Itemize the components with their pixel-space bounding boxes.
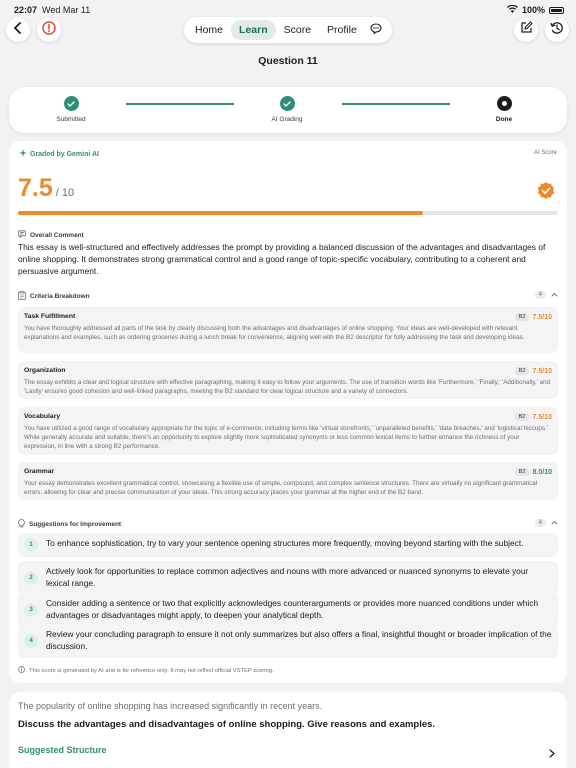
suggestions-label: Suggestions for Improvement bbox=[29, 521, 122, 528]
battery-percent: 100% bbox=[521, 5, 545, 15]
criterion-level: B2 bbox=[515, 413, 528, 421]
score-progress-bar bbox=[18, 211, 558, 215]
criteria-breakdown-label: Criteria Breakdown bbox=[30, 293, 90, 300]
suggestion-item bbox=[18, 593, 558, 627]
criterion-score: 7.5/10 bbox=[532, 413, 552, 421]
criterion-task-fulfillment bbox=[18, 307, 558, 353]
main-nav bbox=[184, 17, 392, 43]
comment-icon bbox=[18, 230, 26, 240]
criterion-name: Organization bbox=[24, 367, 66, 374]
current-step-dot bbox=[497, 96, 512, 111]
suggested-structure-link[interactable]: Suggested Structure bbox=[18, 745, 107, 755]
step-label: Done bbox=[495, 116, 513, 123]
criterion-level: B2 bbox=[515, 468, 528, 476]
tab-learn[interactable]: Learn bbox=[231, 20, 276, 40]
suggestion-number: 1 bbox=[24, 538, 38, 552]
chevron-up-icon bbox=[551, 520, 558, 527]
step-connector bbox=[126, 103, 234, 105]
edit-square-icon bbox=[520, 21, 533, 39]
criterion-organization bbox=[18, 361, 558, 399]
suggestion-text: Review your concluding paragraph to ensure it not only summarizes but also offers a final, insightful thought or broader implication of the discussion. bbox=[46, 629, 552, 651]
step-submitted bbox=[31, 96, 111, 123]
check-icon bbox=[280, 96, 295, 111]
prompt-card bbox=[9, 692, 567, 768]
prompt-intro: The popularity of online shopping has increased significantly in recent years. bbox=[18, 701, 323, 711]
step-done bbox=[464, 96, 544, 123]
tab-score[interactable]: Score bbox=[283, 24, 312, 36]
criterion-description: You have thoroughly addressed all parts of the task by clearly discussing both the advantages and disadvantages of online shopping. Your ideas are well-developed with relevant explanations and examples, such as ordering groceries during a lunch break for convenience, aligning well with the B2 descriptor for fully addressing the task and developing ideas. bbox=[24, 325, 525, 342]
suggestion-text: Actively look for opportunities to replace common adjectives and nouns with more advanced or nuanced synonyms to elevate your lexical range. bbox=[46, 566, 529, 588]
score-progress-fill bbox=[18, 211, 423, 215]
chevron-up-icon bbox=[551, 292, 558, 299]
criterion-grammar bbox=[18, 462, 558, 500]
chevron-right-icon[interactable] bbox=[549, 745, 555, 763]
criterion-score: 8.0/10 bbox=[532, 468, 552, 476]
chat-button[interactable] bbox=[365, 20, 387, 40]
suggestions-count: 4 bbox=[535, 519, 546, 527]
suggestion-text: Consider adding a sentence or two that explicitly acknowledges counterarguments or provides more nuanced conditions under which advantages or disadvantages might apply, to deepen your analytical depth. bbox=[46, 598, 539, 620]
clipboard-icon bbox=[18, 291, 26, 302]
step-ai-grading bbox=[247, 96, 327, 123]
grading-result-card bbox=[9, 141, 567, 683]
battery-icon bbox=[549, 7, 564, 14]
sparkle-icon bbox=[19, 149, 27, 159]
step-label: AI Grading bbox=[271, 116, 303, 123]
history-button[interactable] bbox=[545, 18, 569, 42]
progress-stepper bbox=[9, 87, 567, 133]
verified-badge-icon bbox=[536, 181, 556, 206]
info-icon bbox=[18, 666, 25, 675]
suggestion-number: 3 bbox=[24, 603, 38, 617]
criterion-score: 7.5/10 bbox=[532, 367, 552, 375]
step-label: Submitted bbox=[56, 116, 86, 123]
status-bar bbox=[0, 0, 576, 18]
overall-comment-label: Overall Comment bbox=[30, 231, 84, 239]
suggestions-collapse-toggle[interactable] bbox=[535, 519, 558, 527]
score-display bbox=[18, 174, 74, 203]
check-icon bbox=[64, 96, 79, 111]
tab-profile[interactable]: Profile bbox=[327, 24, 357, 36]
suggestion-number: 4 bbox=[24, 634, 38, 648]
criterion-name: Task Fulfillment bbox=[24, 313, 76, 320]
suggestion-item bbox=[18, 533, 558, 557]
criterion-description: Your essay demonstrates excellent grammatical control, showcasing a flexible use of simple, compound, and complex sentence structures. There are virtually no significant grammatical errors, allowing for clear and precise communication of your ideas. This strong accuracy places your grammar at the higher end of the B2 band. bbox=[24, 480, 538, 497]
criterion-name: Grammar bbox=[24, 468, 55, 475]
criteria-collapse-toggle[interactable] bbox=[535, 291, 558, 299]
overall-comment-text: This essay is well-structured and effectively addresses the prompt by providing a balanced discussion of the advantages and disadvantages of online shopping. It demonstrates strong grammatical control and a good range of topic-specific vocabulary, contributing to a coherent and persuasive argument. bbox=[18, 242, 546, 276]
chat-bubble-icon bbox=[370, 21, 382, 39]
disclaimer-text: This score is generated by AI and is for reference only. It may not reflect official VSTEP scoring. bbox=[29, 667, 274, 674]
alert-circle-icon bbox=[42, 21, 56, 40]
criteria-count: 4 bbox=[535, 291, 546, 299]
suggestion-item bbox=[18, 561, 558, 595]
suggestion-item bbox=[18, 624, 558, 658]
chevron-left-icon bbox=[13, 21, 23, 39]
criterion-score: 7.5/10 bbox=[532, 313, 552, 321]
ai-score-label: AI Score bbox=[533, 150, 557, 156]
suggestion-number: 2 bbox=[24, 571, 38, 585]
lightbulb-icon bbox=[18, 519, 25, 530]
criterion-level: B2 bbox=[515, 313, 528, 321]
history-clock-icon bbox=[550, 21, 564, 40]
criterion-level: B2 bbox=[515, 367, 528, 375]
tab-home[interactable]: Home bbox=[195, 24, 224, 36]
status-date: Wed Mar 11 bbox=[42, 5, 91, 15]
graded-by-label: Graded by Gemini AI bbox=[30, 150, 99, 158]
score-value: 7.5 bbox=[18, 174, 53, 202]
score-max: / 10 bbox=[55, 187, 75, 199]
edit-button[interactable] bbox=[514, 18, 538, 42]
back-button[interactable] bbox=[6, 18, 30, 42]
criterion-description: You have utilized a good range of vocabulary appropriate for the topic of e-commerce, including terms like 'virtual storefronts,' 'unparalleled benefits,' 'data breaches,' and 'logistical hiccups.' While generally accurate and suitable, there's an opportunity to explore slightly more sophisticated synonyms or less common lexical items to further enhance the richness of your expression, in line with a strong B2 performance. bbox=[24, 425, 548, 451]
status-time: 22:07 bbox=[14, 5, 38, 15]
criterion-description: The essay exhibits a clear and logical structure with effective paragraphing, making it easy to follow your arguments. The use of transition words like 'Furthermore,' 'Finally,' 'Additionally,' and 'Lastly' ensures good cohesion and well-linked paragraphs, meeting the B2 standard for clear logical structure and a variety of connectors. bbox=[24, 379, 551, 396]
criterion-name: Vocabulary bbox=[24, 413, 61, 420]
step-connector bbox=[342, 103, 450, 105]
wifi-icon bbox=[507, 5, 518, 15]
suggestion-text: To enhance sophistication, try to vary your sentence opening structures more frequently, moving beyond starting with the subject. bbox=[46, 538, 524, 548]
page-title: Question 11 bbox=[258, 55, 318, 67]
report-button[interactable] bbox=[37, 18, 61, 42]
prompt-question: Discuss the advantages and disadvantages of online shopping. Give reasons and examples. bbox=[18, 719, 436, 730]
criterion-vocabulary bbox=[18, 407, 558, 455]
